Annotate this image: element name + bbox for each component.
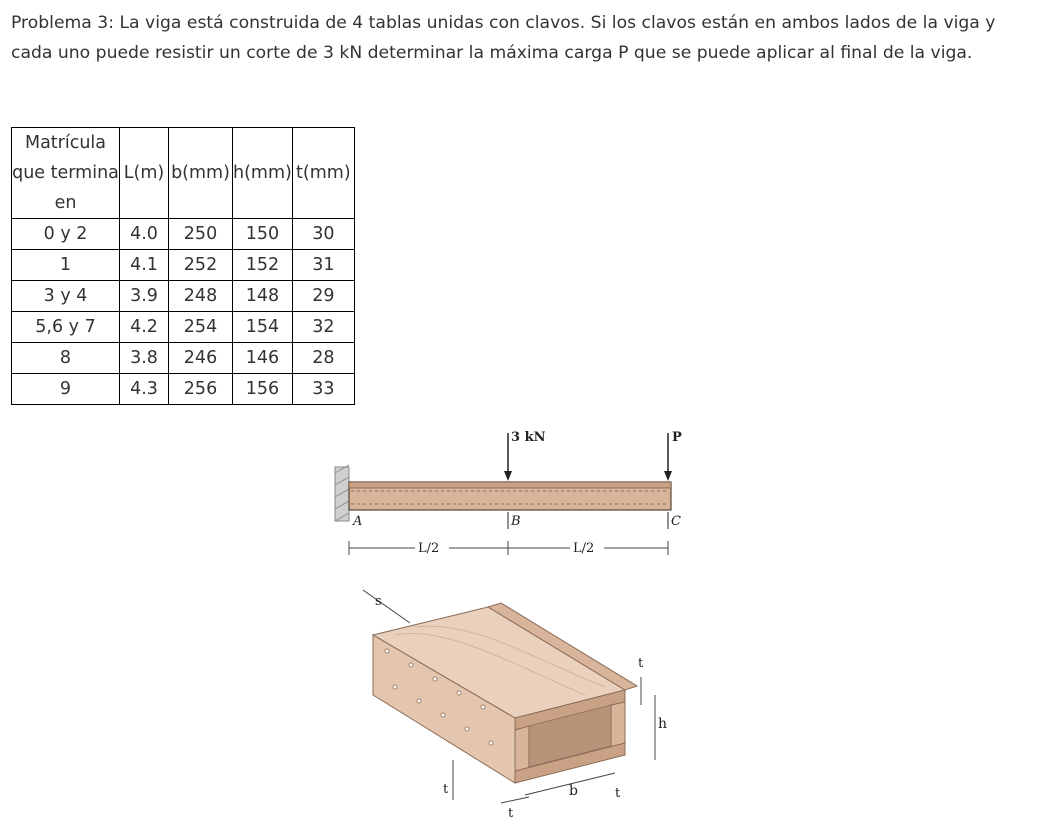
cell-t: 30 bbox=[292, 219, 354, 250]
cell-t: 31 bbox=[292, 250, 354, 281]
span-left-label: L/2 bbox=[418, 541, 440, 556]
nail bbox=[409, 663, 413, 667]
table-row bbox=[12, 219, 355, 250]
cell-matricula: 3 y 4 bbox=[12, 281, 120, 312]
data-table bbox=[11, 127, 355, 405]
nail bbox=[417, 699, 421, 703]
cell-matricula: 0 y 2 bbox=[12, 219, 120, 250]
load-p-label: P bbox=[672, 430, 682, 445]
nail bbox=[441, 713, 445, 717]
label-b: b bbox=[569, 783, 578, 799]
problem-statement: Problema 3: La viga está construida de 4 tablas unidas con clavos. Si los clavos están en ambos lados de la viga y cada uno puede resistir un corte de 3 kN determinar la máxima carga P que se puede aplicar al final de la viga. bbox=[11, 13, 996, 63]
header-matricula: Matrícula que termina en bbox=[12, 128, 120, 219]
nail bbox=[393, 685, 397, 689]
label-s: s bbox=[375, 594, 382, 609]
label-h: h bbox=[658, 716, 668, 732]
cell-matricula: 8 bbox=[12, 343, 120, 374]
cell-b: 246 bbox=[169, 343, 233, 374]
t-bottom-dimension-line bbox=[501, 797, 529, 803]
label-t-right: t bbox=[615, 786, 621, 801]
cell-b: 254 bbox=[169, 312, 233, 343]
load-3kn-label: 3 kN bbox=[511, 430, 546, 445]
table-row bbox=[12, 343, 355, 374]
cell-l: 4.0 bbox=[120, 219, 169, 250]
nail bbox=[433, 677, 437, 681]
nail bbox=[489, 741, 493, 745]
label-t-bottom: t bbox=[508, 806, 514, 821]
cell-l: 4.2 bbox=[120, 312, 169, 343]
beam-figure bbox=[325, 415, 725, 825]
cell-h: 152 bbox=[233, 250, 293, 281]
cell-l: 3.8 bbox=[120, 343, 169, 374]
cell-h: 154 bbox=[233, 312, 293, 343]
table-row bbox=[12, 312, 355, 343]
cell-h: 150 bbox=[233, 219, 293, 250]
header-t: t(mm) bbox=[292, 128, 354, 219]
cell-matricula: 9 bbox=[12, 374, 120, 405]
cell-matricula: 5,6 y 7 bbox=[12, 312, 120, 343]
table-row bbox=[12, 250, 355, 281]
point-a-label: A bbox=[353, 514, 363, 529]
header-h: h(mm) bbox=[233, 128, 293, 219]
load-p-arrowhead bbox=[664, 471, 672, 481]
label-t-left: t bbox=[443, 782, 449, 797]
cell-t: 32 bbox=[292, 312, 354, 343]
span-right-label: L/2 bbox=[573, 541, 595, 556]
cell-b: 250 bbox=[169, 219, 233, 250]
cell-h: 148 bbox=[233, 281, 293, 312]
cell-l: 4.1 bbox=[120, 250, 169, 281]
beam-section bbox=[363, 590, 667, 821]
cell-b: 252 bbox=[169, 250, 233, 281]
s-dimension-line bbox=[363, 590, 410, 623]
beam-top-flange bbox=[349, 482, 671, 488]
cell-t: 33 bbox=[292, 374, 354, 405]
header-l: L(m) bbox=[120, 128, 169, 219]
nail bbox=[457, 691, 461, 695]
cell-l: 4.3 bbox=[120, 374, 169, 405]
cell-matricula: 1 bbox=[12, 250, 120, 281]
nail bbox=[385, 649, 389, 653]
table-header-row bbox=[12, 128, 355, 219]
beam-elevation bbox=[335, 430, 682, 556]
table-row bbox=[12, 281, 355, 312]
cell-h: 146 bbox=[233, 343, 293, 374]
cell-t: 29 bbox=[292, 281, 354, 312]
load-3kn-arrowhead bbox=[504, 471, 512, 481]
nail bbox=[481, 705, 485, 709]
point-c-label: C bbox=[671, 514, 681, 529]
wall-support bbox=[335, 467, 349, 521]
cell-l: 3.9 bbox=[120, 281, 169, 312]
label-t-top: t bbox=[638, 656, 644, 671]
cell-b: 256 bbox=[169, 374, 233, 405]
point-b-label: B bbox=[511, 514, 521, 529]
nail bbox=[465, 727, 469, 731]
cell-h: 156 bbox=[233, 374, 293, 405]
table-row bbox=[12, 374, 355, 405]
cell-t: 28 bbox=[292, 343, 354, 374]
header-b: b(mm) bbox=[169, 128, 233, 219]
cell-b: 248 bbox=[169, 281, 233, 312]
